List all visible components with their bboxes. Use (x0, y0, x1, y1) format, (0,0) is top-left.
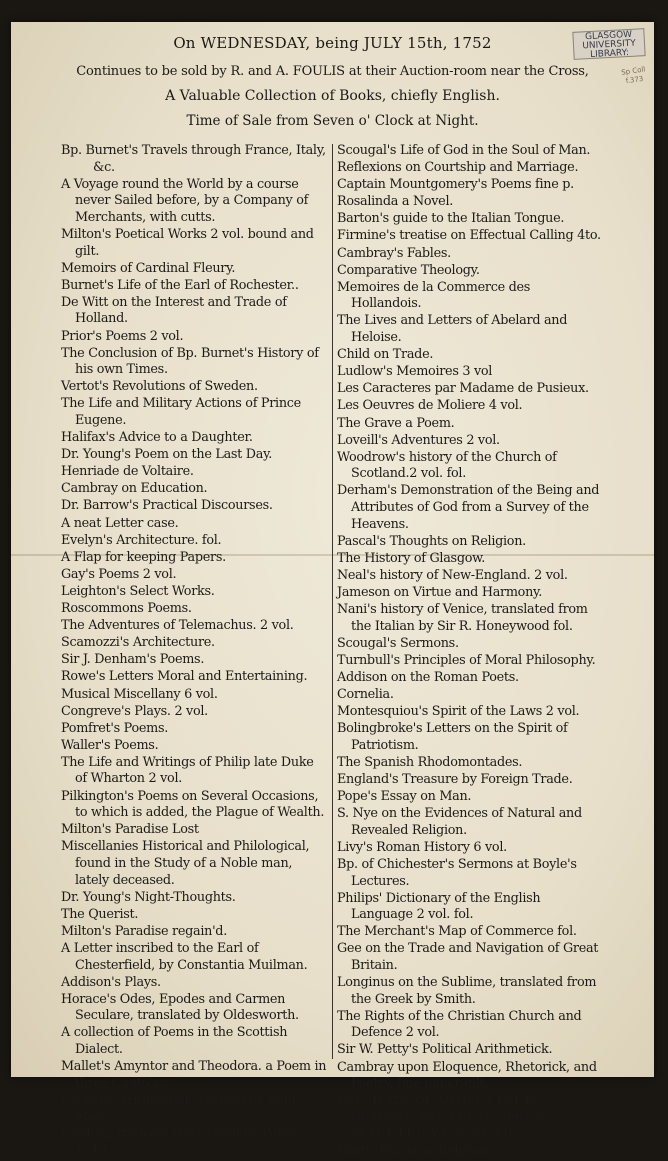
book-entry: A Voyage round the World by a course never Sailed before, by a Company of Merchants, with cutts. (61, 176, 309, 225)
book-entry: Waller's Poems. (61, 737, 159, 753)
book-entry: Memoirs of Cardinal Fleury. (61, 260, 236, 276)
book-entry: Dr. Young's Poem on the Last Day. (61, 447, 273, 463)
sale-date-heading: On WEDNESDAY, being JULY 15th, 1752 (173, 34, 492, 52)
book-entry: Musical Miscellany 6 vol. (61, 686, 218, 702)
book-entry: Rosalinda a Novel. (337, 194, 454, 210)
book-entry: The Merchant's Map of Commerce fol. (337, 924, 577, 940)
book-entry: Pascal's Thoughts on Religion. (337, 533, 526, 549)
book-entry: Vertot's Revolutions of Sweden. (61, 379, 258, 395)
book-entry: Gay's Poems 2 vol. (61, 566, 177, 582)
seller-line: Continues to be sold by R. and A. FOULIS at their Auction-room near the Cross, (76, 64, 589, 79)
right-book-list (337, 143, 603, 1161)
book-entry: Jameson on Virtue and Harmony. (337, 584, 543, 600)
book-entry: Sir W. Petty's Political Arithmetick. (337, 1042, 553, 1058)
book-entry: Milton's Paradise regain'd. (61, 923, 227, 939)
book-entry: Roscommons Poems. (61, 601, 192, 617)
book-entry: Reflexions on Courtship and Marriage. (337, 160, 579, 176)
book-entry: Watt's Practical Religion. (337, 1143, 493, 1159)
book-entry: Scougal's Life of God in the Soul of Man. (337, 143, 591, 158)
book-entry: Cambray upon Eloquence, Rhetorick, and Poetry, fine paper gilt. (337, 1059, 597, 1092)
book-entry: Scamozzi's Architecture. (61, 635, 215, 651)
book-entry: Bp. of Chichester's Sermons at Boyle's Lectures. (337, 856, 577, 889)
book-entry: Nani's history of Venice, translated from the Italian by Sir R. Honeywood fol. (337, 602, 588, 634)
book-entry: Longinus on the Sublime, translated from the Greek by Smith. (337, 975, 597, 1007)
book-entry: Henriade de Voltaire. (61, 464, 194, 480)
book-entry: Turnbull's Principles of Moral Philosophy. (337, 652, 596, 668)
book-entry: The Grave a Poem. (337, 415, 455, 431)
book-entry: Cocker's Arithmetick, revised by John Mair. (61, 1092, 296, 1125)
book-entry: Horace's Odes, Epodes and Carmen Seculare, translated by Oldesworth. (61, 991, 299, 1024)
book-entry: Pope's Essay on Man. (337, 789, 472, 805)
book-entry: A collection of Poems in the Scottish Dialect. (61, 1025, 288, 1057)
book-entry: England's Treasure by Foreign Trade. (337, 771, 573, 787)
book-entry: Milton's Paradise Lost (61, 822, 199, 838)
book-entry: Halifax's Advice to a Daughter. (61, 430, 253, 446)
book-entry: Gee on the Trade and Navigation of Great Britain. (337, 941, 599, 973)
book-entry: Miscellanies Historical and Philological, found in the Study of a Noble man, lately deceased. (61, 839, 310, 888)
library-stamp: GLASGOW UNIVERSITY LIBRARY: (572, 28, 645, 60)
book-entry: The Life and Military Actions of Prince Eugene. (61, 396, 301, 428)
book-entry: Burnet's Life of the Earl of Rochester.. (61, 277, 299, 293)
book-entry: Loveill's Adventures 2 vol. (337, 432, 500, 448)
book-entry: The Rights of the Christian Church and Defence 2 vol. (337, 1008, 582, 1041)
book-entry: Woodrow's history of the Church of Scotland.2 vol. fol. (337, 449, 557, 482)
book-entry: Pomfret's Poems. (61, 720, 168, 736)
shelfmark: Sp Coll f.373 (620, 65, 646, 86)
book-entry: A Flap for keeping Papers. (61, 549, 226, 565)
book-entry: De Witt on the Interest and Trade of Holland. (61, 294, 287, 327)
book-entry: Congreve's Plays. 2 vol. (61, 703, 208, 719)
book-entry: Cambray's Fables. (337, 245, 451, 261)
book-entry: Rowe's Letters Moral and Entertaining. (61, 669, 308, 685)
book-entry: Les Caracteres par Madame de Pusieux. (337, 381, 589, 397)
book-entry: The History of Glasgow. (337, 550, 486, 566)
book-entry: Addison's Plays. (61, 974, 161, 990)
book-entry: Neal's history of New-England. 2 vol. (337, 567, 568, 583)
book-entry: A neat Letter case. (61, 515, 179, 531)
book-entry: Leighton's Select Works. (61, 583, 215, 599)
book-entry: Pilkington's Poems on Several Occasions, to which is added, the Plague of Wealth. (61, 788, 325, 821)
book-entry: The Life and Writings of Philip late Duke of Wharton 2 vol. (61, 754, 314, 787)
book-entry: Cambray on Education. (61, 481, 208, 497)
book-entry: Memoires de la Commerce des Hollandois. (337, 279, 531, 312)
book-entry: The Querist. (61, 906, 139, 922)
book-entry: Comparative Theology. (337, 262, 480, 278)
book-entry: Sir J. Denham's Poems. (61, 652, 205, 668)
book-entry: Derham's Demonstration of the Being and Attributes of God from a Survey of the Heavens. (337, 483, 600, 532)
book-entry: A Letter inscribed to the Earl of Chesterfield, by Constantia Muilman. (61, 940, 308, 973)
book-entry: Philips' Dictionary of the English Language 2 vol. fol. (337, 890, 541, 923)
book-entry: Captain Mountgomery's Poems fine p. (337, 177, 574, 193)
book-entry: The Adventures of Telemachus. 2 vol. (61, 618, 294, 634)
book-entry: Livy's Roman History 6 vol. (337, 839, 507, 855)
book-entry: Scougal's Sermons. (337, 635, 459, 651)
book-entry: Cornelia. (337, 687, 394, 702)
book-entry: THE HEADS OF ANTIENT POETS, ORATORS, AND PHILOSOPHERS, BEAUTIFULLY ENGRAVED. (337, 1094, 553, 1141)
book-entry: Dr. Young's Night-Thoughts. (61, 889, 236, 905)
left-book-list (61, 143, 329, 1160)
sale-time: Time of Sale from Seven o' Clock at Night. (186, 113, 479, 129)
book-entry: The Spanish Rhodomontades. (337, 754, 523, 770)
book-entry: Bolingbroke's Letters on the Spirit of Patriotism. (337, 721, 568, 753)
book-entry: Les Oeuvres de Moliere 4 vol. (337, 398, 523, 414)
book-entry: Prior's Poems 2 vol. (61, 328, 184, 344)
book-entry: Child on Trade. (337, 347, 434, 363)
book-entry: Dr. Barrow's Practical Discourses. (61, 498, 273, 514)
book-entry: Firmine's treatise on Effectual Calling 4to. (337, 228, 601, 244)
book-entry: Addison on the Roman Poets. (337, 669, 519, 685)
broadside-sheet (11, 22, 654, 1159)
book-entry: Ludlow's Memoires 3 vol (337, 364, 493, 380)
column-divider (332, 144, 333, 1059)
book-entry: Barton's guide to the Italian Tongue. (337, 211, 565, 227)
book-entry: Mallet's Amyntor and Theodora. a Poem in three Canto's. (61, 1059, 327, 1091)
book-entry: The Lives and Letters of Abelard and Heloise. (337, 313, 568, 346)
book-entry: Milton's Poetical Works 2 vol. bound and gilt. (61, 226, 314, 259)
collection-title: A Valuable Collection of Books, chiefly English. (165, 88, 500, 104)
book-entry: The Conclusion of Bp. Burnet's History of his own Times. (61, 345, 319, 378)
book-entry: Montesquiou's Spirit of the Laws 2 vol. (337, 704, 580, 720)
book-entry: Bp. Burnet's Travels through France, Italy, &c. (61, 143, 326, 175)
book-entry: Catilina, tragedie par Crebillon. Paris 1749. (61, 1126, 294, 1159)
book-entry: Evelyn's Architecture. fol. (61, 532, 222, 548)
book-entry: S. Nye on the Evidences of Natural and Revealed Religion. (337, 806, 582, 838)
